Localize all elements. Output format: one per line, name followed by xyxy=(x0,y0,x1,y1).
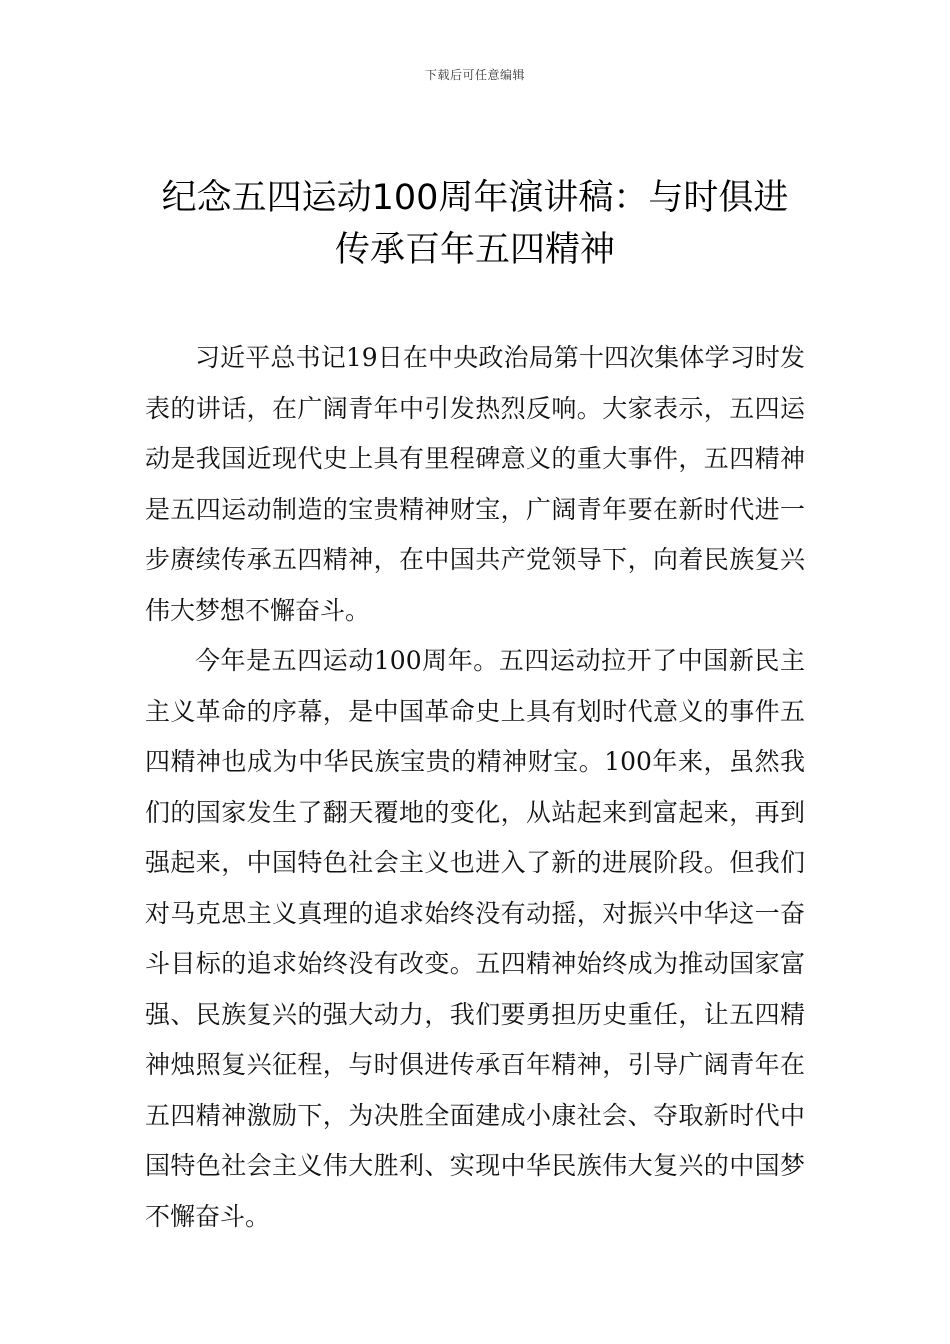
title-line-1: 纪念五四运动100周年演讲稿：与时俱进 xyxy=(161,178,789,218)
document-body xyxy=(145,333,805,1242)
paragraph: 今年是五四运动100周年。五四运动拉开了中国新民主主义革命的序幕，是中国革命史上具有划时代意义的事件五四精神也成为中华民族宝贵的精神财宝。100年来，虽然我们的国家发生了翻天覆地的变化，从站起来到富起来，再到强起来，中国特色社会主义也进入了新的进展阶段。但我们对马克思主义真理的追求始终没有动摇，对振兴中华这一奋斗目标的追求始终没有改变。五四精神始终成为推动国家富强、民族复兴的强大动力，我们要勇担历史重任，让五四精神烛照复兴征程，与时俱进传承百年精神，引导广阔青年在五四精神激励下，为决胜全面建成小康社会、夺取新时代中国特色社会主义伟大胜利、实现中华民族伟大复兴的中国梦不懈奋斗。 xyxy=(145,646,805,1231)
header-note: 下载后可任意编辑 xyxy=(424,68,525,82)
title-line-2: 传承百年五四精神 xyxy=(334,230,615,270)
document-title xyxy=(120,172,830,276)
paragraph: 习近平总书记19日在中央政治局第十四次集体学习时发表的讲话，在广阔青年中引发热烈反响。大家表示，五四运动是我国近现代史上具有里程碑意义的重大事件，五四精神是五四运动制造的宝贵精神财宝，广阔青年要在新时代进一步赓续传承五四精神，在中国共产党领导下，向着民族复兴伟大梦想不懈奋斗。 xyxy=(145,343,805,625)
